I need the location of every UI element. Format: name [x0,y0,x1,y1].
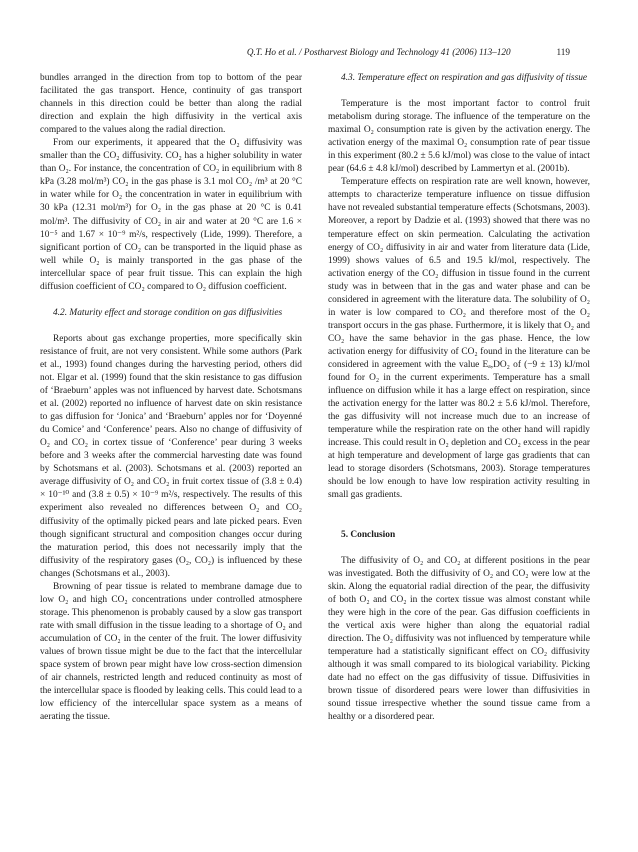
page-number: 119 [556,47,570,57]
section-4-2-title: 4.2. Maturity effect and storage condition on gas diffusivities [53,307,283,318]
running-header [40,47,570,57]
left-paragraph-2: From our experiments, it appeared that the O₂ diffusivity was smaller than the CO₂ diffusivity. CO₂ has a higher solubility in water than O₂. For instance, the concentration of CO₂ in equilibrium with 8 kPa (3.28 mol/m³) CO₂ in the gas phase is 3.1 mol CO₂ /m³ at 20 °C in water while for O₂ the concentration in water in equilibrium with 30 kPa (12.31 mol/m³) for O₂ in the gas phase at 20 °C is 0.41 mol/m³. The diffusivity of CO₂ in air and water at 20 °C are 1.6 × 10⁻⁵ and 1.67 × 10⁻⁹ m²/s, respectively (Lide, 1999). Therefore, a significant portion of CO₂ can be transported in the liquid phase as well while O₂ is mainly transported in the gas phase of the intercellular space of pear fruit tissue. This can explain the high diffusion coefficient of CO₂ compared to O₂ diffusion coefficient. [40,138,302,292]
right-paragraph-3: The diffusivity of O₂ and CO₂ at different positions in the pear was investigated. Both the diffusivity of O₂ and CO₂ were low at the skin. Along the equatorial radial direction of the pear, the diffusivity of both O₂ and CO₂ in the cortex tissue was almost constant while they were high in the core of the pear. Gas diffusion coefficients in the vertical axis were higher than along the equatorial radial direction. The O₂ diffusivity was not influenced by temperature while temperature had a statistically significant effect on CO₂ diffusivity although it was small compared to its biological variability. Picking date had no effect on the gas diffusivity of tissue. Diffusivities in brown tissue of disordered pears were lower than diffusivities in sound tissue irrespective whether the sound tissue came from a healthy or a disordered pear. [328,555,590,723]
right-column [328,72,590,724]
left-paragraph-4: Browning of pear tissue is related to membrane damage due to low O₂ and high CO₂ concentrations under controlled atmosphere storage. This phenomenon is probably caused by a slow gas transport rate with small diffusion in the tissue leading to a shortage of O₂ and accumulation of CO₂ in the center of the fruit. The lower diffusivity values of brown tissue might be due to the fact that the intercellular space system of brown pear might have low cross-section dimension of air channels, restricted length and reduced continuity as most of the intercellular space is flooded by leaking cells. This could lead to a low efficiency of the intercellular space system as a means of aerating the tissue. [40,581,302,723]
section-5-title: 5. Conclusion [341,529,396,540]
left-column [40,72,302,724]
left-paragraph-3: Reports about gas exchange properties, more specifically skin resistance of fruit, are not very consistent. While some authors (Park et al., 1993) found changes during the harvesting period, others did not. Elgar et al. (1999) found that the skin resistance to gas diffusion of ‘Braeburn’ apples was not influenced by harvest date. Schotsmans et al. (2002) reported no influence of harvest date on skin resistance to gas diffusion for ‘Jonica’ and ‘Braeburn’ apples nor for ‘Doyenné du Comice’ and ‘Conference’ pears. Also no change of diffusivity of O₂ and CO₂ in cortex tissue of ‘Conference’ pear during 3 weeks before and 3 weeks after the commercial harvesting date was found by Schotsmans et al. (2003). Schotsmans et al. (2003) reported an average diffusivity of O₂ and CO₂ in fruit cortex tissue of (3.8 ± 0.4) × 10⁻¹⁰ and (3.8 ± 0.5) × 10⁻⁹ m²/s, respectively. The results of this experiment also revealed no differences between O₂ and CO₂ diffusivity of the optimally picked pears and late picked pears. Even though significant structural and composition changes occur during the maturation period, this does not necessarily imply that the diffusivity of the respiratory gases (O₂, CO₂) is influenced by these changes (Schotsmans et al., 2003). [40,333,302,579]
running-head: Q.T. Ho et al. / Postharvest Biology and Technology 41 (2006) 113–120 [246,47,511,57]
section-4-3-title: 4.3. Temperature effect on respiration and gas diffusivity of tissue [341,73,588,83]
left-paragraph-1: bundles arranged in the direction from top to bottom of the pear facilitated the gas transport. Hence, continuity of gas transport channels in this direction could be better than along the radial direction and explain the high diffusivity in the vertical axis compared to the values along the radial direction. [40,73,302,136]
right-paragraph-1: Temperature is the most important factor to control fruit metabolism during storage. The influence of the temperature on the maximal O₂ consumption rate is given by the activation energy. The activation energy of the maximal O₂ consumption rate of pear tissue in this experiment (80.2 ± 5.6 kJ/mol) was close to the value of intact pear (64.6 ± 4.8 kJ/mol) described by Lammertyn et al. (2001b). [328,99,590,175]
right-paragraph-2: Temperature effects on respiration rate are well known, however, attempts to characterize temperature influence on tissue diffusion have not revealed substantial temperature effects (Schotsmans, 2003). Moreover, a report by Dadzie et al. (1993) showed that there was no temperature effect on skin permeation. Calculating the activation energy of CO₂ diffusivity in air and water from literature data (Lide, 1999) shows values of 6.5 and 19.5 kJ/mol, respectively. The activation energy of the CO₂ diffusion in tissue found in the current study was in between that in the gas and water phase and can be considered in agreement with the literature data. The solubility of O₂ in water is low compared to CO₂ and therefore most of the O₂ transport occurs in the gas phase. Furthermore, it is likely that O₂ and CO₂ have the same behavior in the gas phase. Hence, the low activation energy for diffusivity of CO₂ found in the literature can be considered in agreement with the value Eₐ,DO₂ of (−9 ± 13) kJ/mol found for O₂ in the current experiments. Temperature has a small influence on diffusion while it has a large effect on respiration, since the activation energy for the latter was 80.2 ± 5.6 kJ/mol. Therefore, the gas diffusivity will not increase much due to an increase of temperature while the respiration rate on the other hand will rapidly increase. This could result in O₂ depletion and CO₂ excess in the pear at high temperature and development of large gas gradients that can lead to storage disorders (Schotsmans, 2003). Storage temperatures should be low enough to have low respiration activity resulting in small gas gradients. [328,177,590,501]
